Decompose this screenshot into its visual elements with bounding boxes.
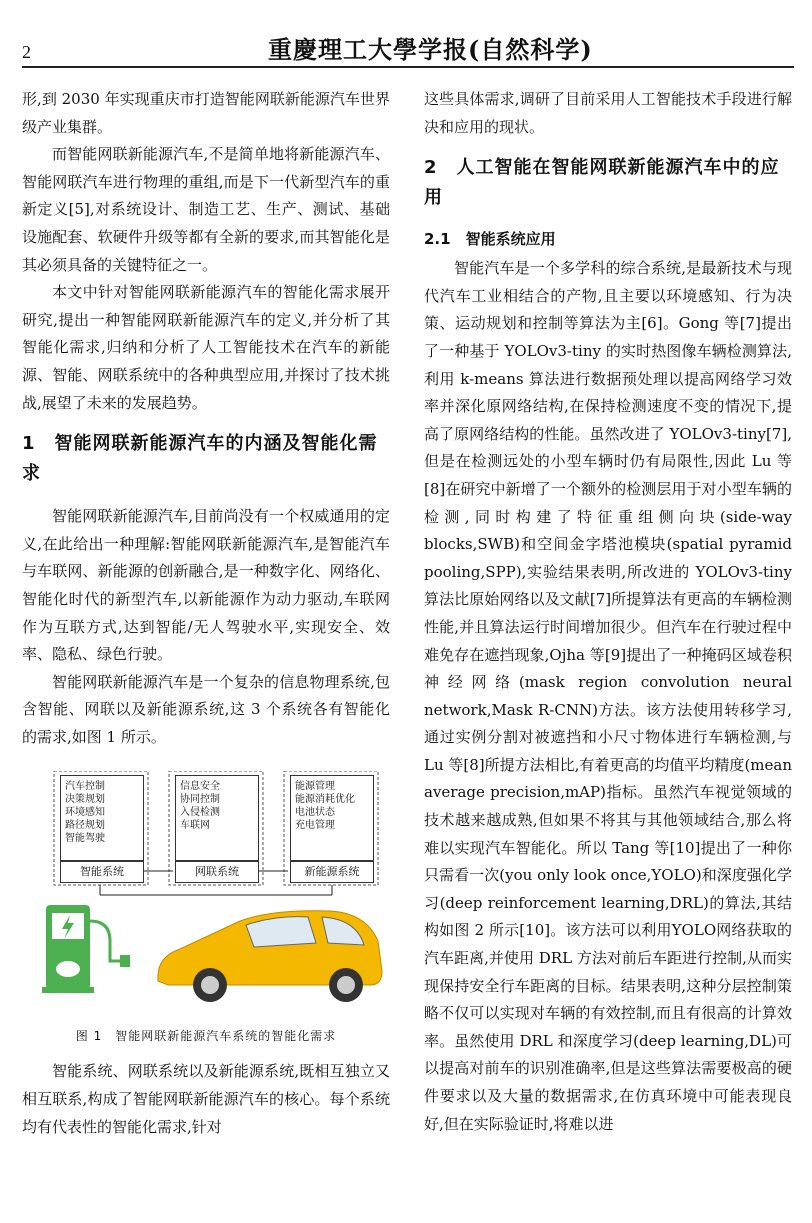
figure-box-text: 信息安全 协同控制 入侵检测 车联网 bbox=[180, 781, 220, 832]
paragraph: 智能汽车是一个多学科的综合系统,是最新技术与现代汽车工业相结合的产物,且主要以环境感知、行为决策、运动规划和控制等算法为主[6]。Gong 等[7]提出了一种基于 YOLOv3-tiny 的实时热图像车辆检测算法,利用 k-means 算法进行数据预处理以提高网络学习效率并深化原网络结构,在保持检测速度不变的情况下,提高了原网络结构的性能。虽然改进了 YOLOv3-tiny[7],但是在检测远处的小型车辆时仍有局限性,因此 Lu 等[8]在研究中新增了一个额外的检测层用于对小型车辆的检测,同时构建了特征重组侧向块(side-way blocks,SWB)和空间金字塔池模块(spatial pyramid pooling,SPP),实验结果表明,所改进的 YOLOv3-tiny 算法比原始网络以及文献[7]所提算法有更高的车辆检测性能,并且算法运行时间增加很少。但汽车在行驶过程中难免存在遮挡现象,Ojha 等[9]提出了一种掩码区域卷积神经网络(mask region convolution neural network,Mask R-CNN)方法。该方法使用转移学习,通过实例分割对被遮挡和小尺寸物体进行车辆检测,与 Lu 等[8]所提方法相比,有着更高的均值平均精度(mean average precision,mAP)指标。虽然汽车视觉领域的技术越来越成熟,但如果不将其与其他领域结合,那么将难以实现汽车智能化。所以 Tang 等[10]提出了一种你只需看一次(you only look once,YOLO)和深度强化学习(deep reinforcement learning,DRL)的算法,其结构如图 2 所示[10]。该方法可以利用YOLO网络获取的汽车距离,并使用 DRL 方法对前后车距进行控制,从而实现保持安全行车距离的目标。结果表明,这种分层控制策略不仅可以实现对车辆的有效控制,而且有很高的计算效率。虽然使用 DRL 和深度学习(deep learning,DL)可以提高对前车的识别准确率,但是这些算法需要极高的硬件要求以及大量的数据需求,在仿真环境中可能表现良好,但在实际验证时,将难以进 bbox=[424, 259, 792, 1133]
section-heading-1: 1 智能网联新能源汽车的内涵及智能化需求 bbox=[22, 433, 378, 485]
paragraph: 智能系统、网联系统以及新能源系统,既相互独立又相互联系,构成了智能网联新能源汽车的核心。每个系统均有代表性的智能化需求,针对 bbox=[22, 1062, 390, 1136]
paragraph: 而智能网联新能源汽车,不是简单地将新能源汽车、智能网联汽车进行物理的重组,而是下一代新型汽车的重新定义[5],对系统设计、制造工艺、生产、测试、基础设施配套、软硬件升级等都有全新的要求,而其智能化是其必须具备的关键特征之一。 bbox=[22, 145, 390, 274]
paragraph: 智能网联新能源汽车是一个复杂的信息物理系统,包含智能、网联以及新能源系统,这 3 个系统各有智能化的需求,如图 1 所示。 bbox=[22, 672, 390, 746]
paragraph: 智能网联新能源汽车,目前尚没有一个权威通用的定义,在此给出一种理解:智能网联新能源汽车,是智能汽车与车联网、新能源的创新融合,是一种数字化、网络化、智能化时代的新型汽车,以新能源作为动力驱动,车联网作为互联方式,达到智能/无人驾驶水平,实现安全、效率、隐私、绿色行驶。 bbox=[22, 507, 390, 664]
figure-label-network: 网联系统 bbox=[175, 861, 259, 883]
charger-icon bbox=[42, 905, 130, 993]
section-heading-2: 2 人工智能在智能网联新能源汽车中的应用 bbox=[424, 157, 780, 209]
paragraph: 形,到 2030 年实现重庆市打造智能网联新能源汽车世界级产业集群。 bbox=[22, 90, 390, 136]
figure-1 bbox=[40, 771, 392, 1021]
right-column bbox=[424, 86, 792, 1138]
header-rule bbox=[22, 66, 794, 68]
page-number: 2 bbox=[22, 42, 31, 62]
paragraph: 这些具体需求,调研了目前采用人工智能技术手段进行解决和应用的现状。 bbox=[424, 90, 792, 136]
figure-box-text: 能源管理 能源消耗优化 电池状态 充电管理 bbox=[295, 781, 355, 832]
left-column bbox=[22, 86, 390, 1141]
subsection-heading: 2.1 智能系统应用 bbox=[424, 230, 556, 249]
figure-label-intelligent: 智能系统 bbox=[60, 861, 144, 883]
figure-caption: 图 1 智能网联新能源汽车系统的智能化需求 bbox=[75, 1029, 337, 1044]
car-illustration bbox=[158, 911, 382, 1002]
figure-box-text: 汽车控制 决策规划 环境感知 路径规划 智能驾驶 bbox=[65, 781, 105, 845]
page-header bbox=[0, 0, 812, 64]
journal-title: 重慶理工大學学报(自然科学) bbox=[268, 35, 593, 64]
figure-label-energy: 新能源系统 bbox=[290, 861, 374, 883]
paragraph: 本文中针对智能网联新能源汽车的智能化需求展开研究,提出一种智能网联新能源汽车的定义,并分析了其智能化需求,归纳和分析了人工智能技术在汽车的新能源、智能、网联系统中的各种典型应用,并探讨了技术挑战,展望了未来的发展趋势。 bbox=[22, 283, 390, 412]
figure-illustration bbox=[40, 771, 392, 1021]
